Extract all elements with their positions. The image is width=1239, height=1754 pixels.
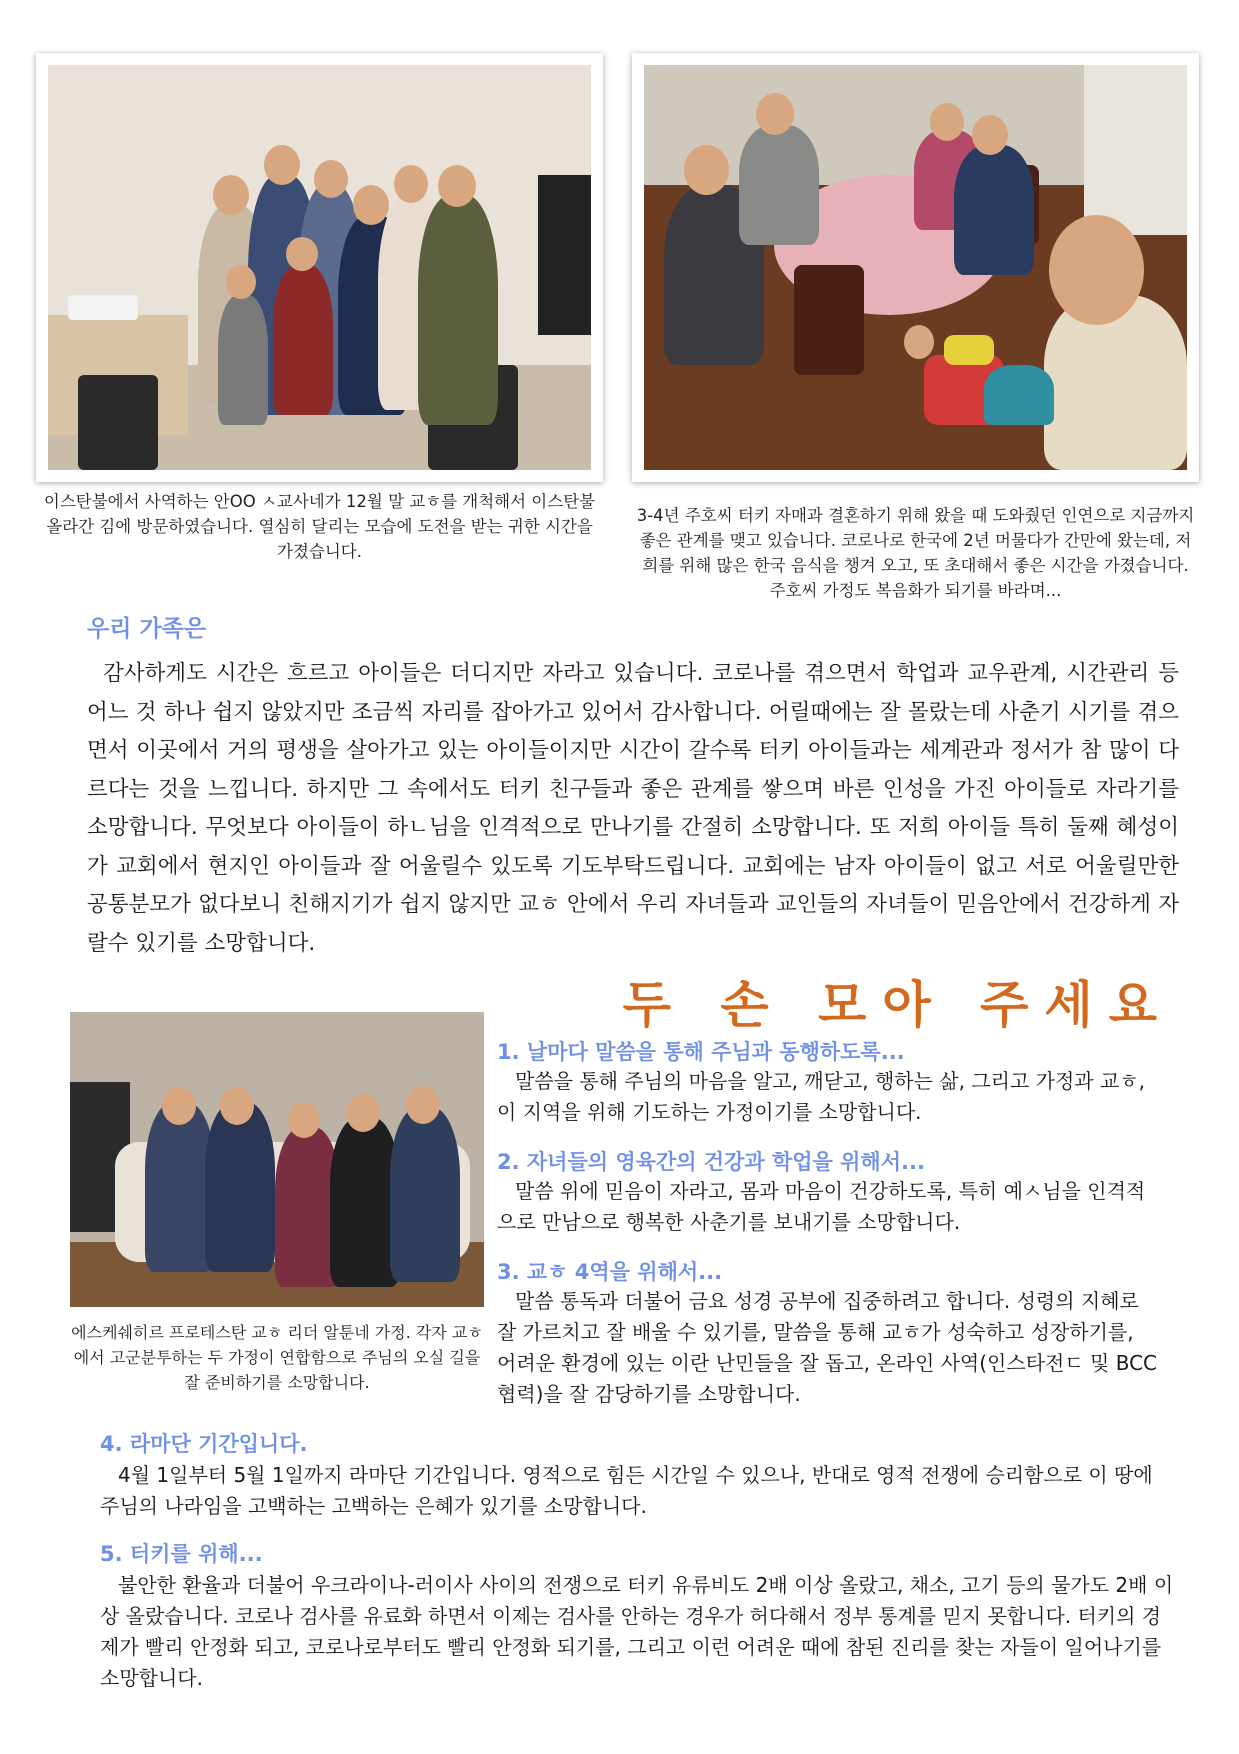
prayer-item-3-body: 말씀 통독과 더불어 금요 성경 공부에 집중하려고 합니다. 성령의 지혜로 잘 가르치고 잘 배울 수 있기를, 말씀을 통해 교ㅎ가 성숙하고 성장하기를, 어려운 환경에 있는 이란 난민들을 잘 돕고, 온라인 사역(인스타전ㄷ 및 BCC 협력)을 잘 감당하기를 소망합니다. (497, 1289, 1157, 1406)
prayer-item-3-title: 3. 교ㅎ 4역을 위해서... (497, 1260, 723, 1284)
prayer-item-4-title: 4. 라마단 기간입니다. (100, 1432, 308, 1456)
photo-dinner-with-friends (632, 53, 1199, 482)
prayer-request-title: 두 손 모아 주세요 (622, 976, 1173, 1034)
prayer-item-2-body: 말씀 위에 믿음이 자라고, 몸과 마음이 건강하도록, 특히 예ㅅ님을 인격적으로 만남으로 행복한 사춘기를 보내기를 소망합니다. (497, 1179, 1146, 1234)
prayer-item-5-title: 5. 터키를 위해... (100, 1542, 263, 1566)
photo-group-church-visit (36, 53, 603, 482)
family-section-title: 우리 가족은 (87, 616, 207, 642)
photo-two-families-on-sofa (70, 1012, 484, 1307)
prayer-item-4-body: 4월 1일부터 5월 1일까지 라마단 기간입니다. 영적으로 힘든 시간일 수 있으나, 반대로 영적 전쟁에 승리함으로 이 땅에 주님의 나라임을 고백하는 고백하는 은혜가 있기를 소망합니다. (100, 1463, 1153, 1518)
photo-caption-top-left: 이스탄불에서 사역하는 안OO ㅅ교사네가 12월 말 교ㅎ를 개척해서 이스탄불 올라간 김에 방문하였습니다. 열심히 달리는 모습에 도전을 받는 귀한 시간을 가졌습니다. (43, 492, 596, 561)
photo-caption-top-right: 3-4년 주호씨 터키 자매과 결혼하기 위해 왔을 때 도와줬던 인연으로 지금까지 좋은 관계를 맺고 있습니다. 코로나로 한국에 2년 머물다가 간만에 왔는데, 저희를 위해 많은 한국 음식을 챙겨 오고, 또 초대해서 좋은 시간을 가졌습니다. 주호씨 가정도 복음화가 되기를 바라며... (636, 506, 1195, 600)
photo-caption-bottom-left: 에스케쉐히르 프로테스탄 교ㅎ 리더 알툰네 가정. 각자 교ㅎ에서 고군분투하는 두 가정이 연합함으로 주님의 오실 길을 잘 준비하기를 소망합니다. (71, 1323, 483, 1392)
family-section-body: 감사하게도 시간은 흐르고 아이들은 더디지만 자라고 있습니다. 코로나를 겪으면서 학업과 교우관계, 시간관리 등 어느 것 하나 쉽지 않았지만 조금씩 자리를 잡아가고 있어서 감사합니다. 어릴때에는 잘 몰랐는데 사춘기 시기를 겪으면서 이곳에서 거의 평생을 살아가고 있는 아이들이지만 시간이 갈수록 터키 아이들과는 세계관과 정서가 참 많이 다르다는 것을 느낍니다. 하지만 그 속에서도 터키 친구들과 좋은 관계를 쌓으며 바른 인성을 가진 아이들로 자라기를 소망합니다. 무엇보다 아이들이 하ㄴ님을 인격적으로 만나기를 간절히 소망합니다. 또 저희 아이들 특히 둘째 혜성이가 교회에서 현지인 아이들과 잘 어울릴수 있도록 기도부탁드립니다. 교회에는 남자 아이들이 없고 서로 어울릴만한 공통분모가 없다보니 친해지기가 쉽지 않지만 교ㅎ 안에서 우리 자녀들과 교인들의 자녀들이 믿음안에서 건강하게 자랄수 있기를 소망합니다. (87, 661, 1179, 956)
prayer-item-2-title: 2. 자녀들의 영육간의 건강과 학업을 위해서... (497, 1150, 925, 1174)
prayer-item-5-body: 불안한 환율과 더불어 우크라이나-러이사 사이의 전쟁으로 터키 유류비도 2배 이상 올랐고, 채소, 고기 등의 물가도 2배 이상 올랐습니다. 코로나 검사를 유료화 하면서 이제는 검사를 안하는 경우가 허다해서 정부 통계를 믿지 못합니다. 터키의 경제가 빨리 안정화 되고, 코로나로부터도 빨리 안정화 되기를, 그리고 이런 어려운 때에 참된 진리를 찾는 자들이 일어나기를 소망합니다. (100, 1573, 1174, 1690)
prayer-item-1-title: 1. 날마다 말씀을 통해 주님과 동행하도록... (497, 1040, 905, 1064)
prayer-item-1-body: 말씀을 통해 주님의 마음을 알고, 깨닫고, 행하는 삶, 그리고 가정과 교ㅎ, 이 지역을 위해 기도하는 가정이기를 소망합니다. (497, 1069, 1145, 1124)
